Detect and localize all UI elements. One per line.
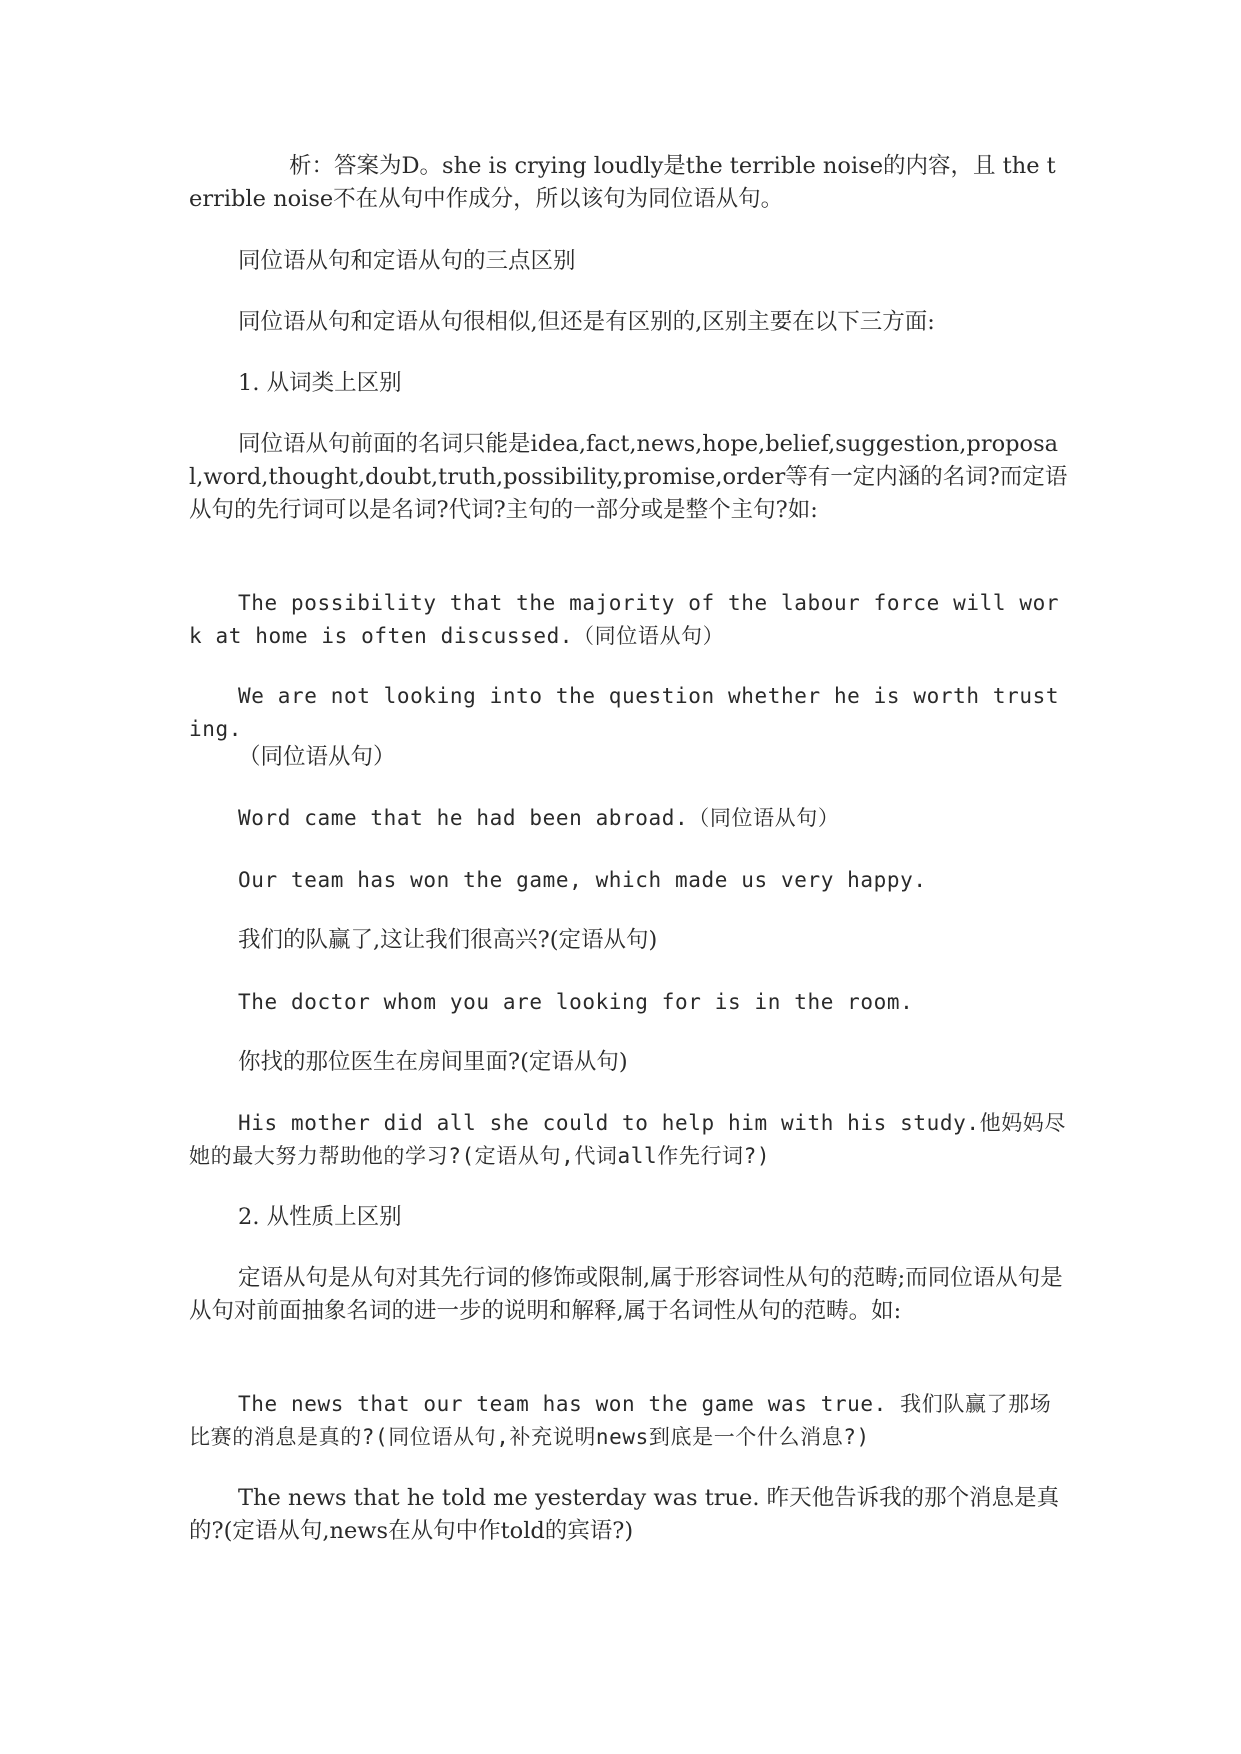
example-his-mother: His mother did all she could to help him with his study.他妈妈尽她的最大努力帮助他的学习?(定语从句,代词all作先行词?) xyxy=(189,1111,1067,1168)
example-word-came: Word came that he had been abroad.（同位语从句） xyxy=(238,806,840,830)
example-doctor: The doctor whom you are looking for is in the room. xyxy=(238,990,914,1014)
example-question: We are not looking into the question whether he is worth trusting. xyxy=(189,684,1060,741)
example-our-team-translation: 我们的队赢了,这让我们很高兴?(定语从句) xyxy=(238,927,658,953)
section-heading-three-differences: 同位语从句和定语从句的三点区别 xyxy=(238,248,576,274)
example-question-label: （同位语从句） xyxy=(238,744,396,770)
example-our-team: Our team has won the game, which made us very happy. xyxy=(238,868,927,892)
word-class-explanation: 同位语从句前面的名词只能是idea,fact,news,hope,belief,suggestion,proposal,word,thought,doubt,truth,possibility,promise,order等有一定内涵的名词?而定语从句的先行词可以是名词?代词?主句的一部分或是整个主句?如: xyxy=(189,431,1068,523)
intro-paragraph: 同位语从句和定语从句很相似,但还是有区别的,区别主要在以下三方面: xyxy=(238,309,935,335)
subheading-nature: 2. 从性质上区别 xyxy=(238,1204,402,1230)
nature-explanation: 定语从句是从句对其先行词的修饰或限制,属于形容词性从句的范畴;而同位语从句是从句对前面抽象名词的进一步的说明和解释,属于名词性从句的范畴。如: xyxy=(189,1265,1063,1324)
subheading-word-class: 1. 从词类上区别 xyxy=(238,370,402,396)
example-news-appositive: The news that our team has won the game was true. 我们队赢了那场比赛的消息是真的?(同位语从句,补充说明news到底是一个什么消息?) xyxy=(189,1392,1052,1449)
example-doctor-translation: 你找的那位医生在房间里面?(定语从句) xyxy=(238,1049,628,1075)
example-news-attributive: The news that he told me yesterday was true. 昨天他告诉我的那个消息是真的?(定语从句,news在从句中作told的宾语?) xyxy=(189,1485,1060,1544)
example-possibility: The possibility that the majority of the labour force will work at home is often discussed.（同位语从句） xyxy=(189,591,1060,648)
answer-explanation-paragraph: 析：答案为D。she is crying loudly是the terrible noise的内容，且 the terrible noise不在从句中作成分，所以该句为同位语从句。 xyxy=(189,153,1056,212)
